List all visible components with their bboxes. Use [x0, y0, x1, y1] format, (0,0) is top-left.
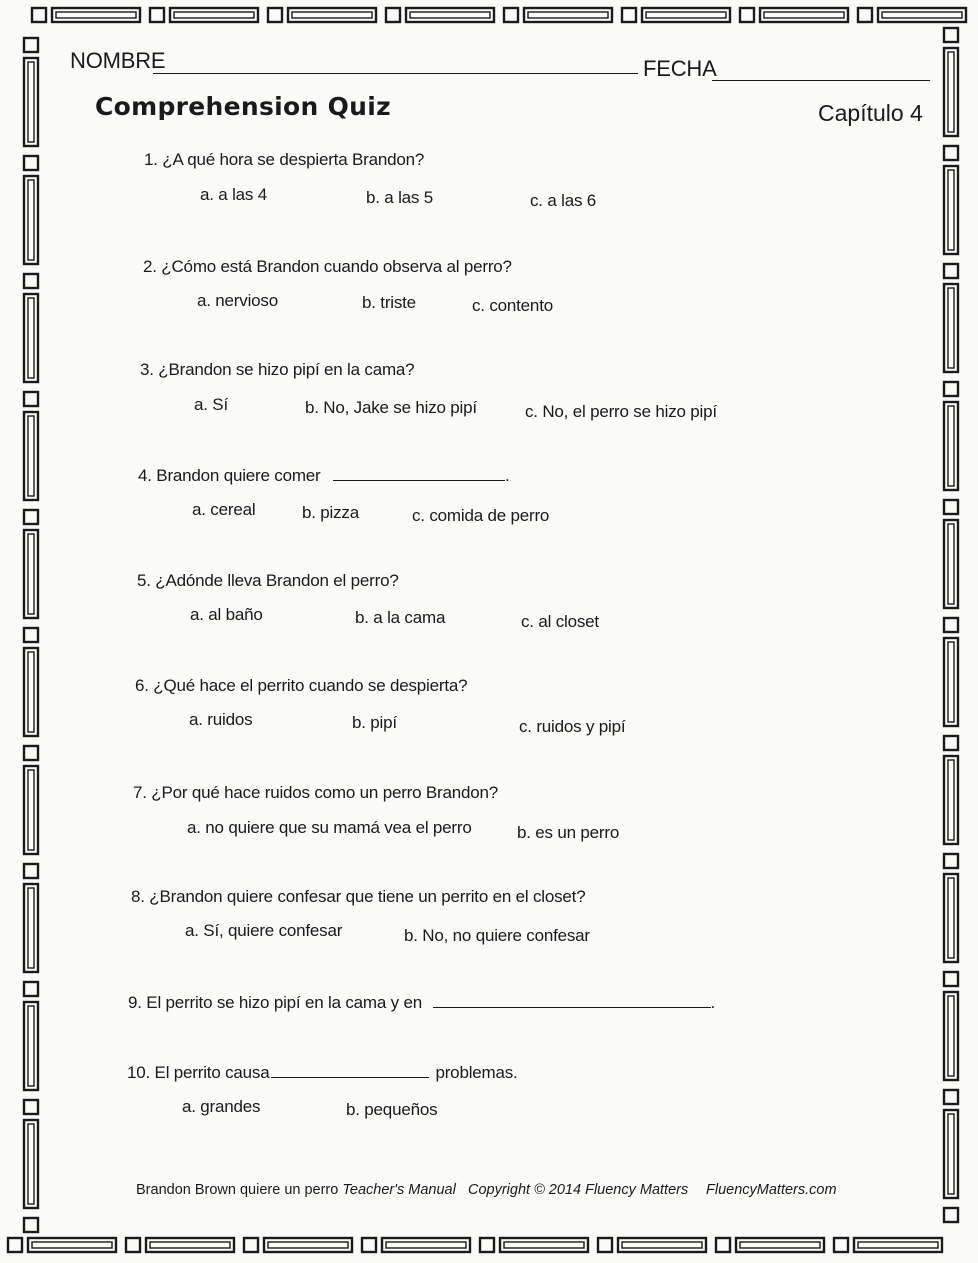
question-9-prompt: [128, 993, 715, 1013]
question-2-option-c: c. contento: [472, 296, 553, 315]
question-5-prompt: 5. ¿Adónde lleva Brandon el perro?: [137, 571, 399, 590]
question-5-option-a: a. al baño: [190, 605, 263, 624]
question-2-prompt: 2. ¿Cómo está Brandon cuando observa al perro?: [143, 257, 512, 276]
question-10-prompt-end: problemas.: [435, 1063, 518, 1082]
question-4-prompt-end: .: [505, 466, 510, 485]
question-9-prompt-end: .: [710, 993, 716, 1012]
question-7-option-a: a. no quiere que su mamá vea el perro: [187, 818, 472, 837]
question-1-option-a: a. a las 4: [200, 185, 267, 204]
question-2-option-b: b. triste: [362, 293, 416, 312]
fecha-label: FECHA: [643, 56, 717, 81]
question-7-option-b: b. es un perro: [517, 823, 620, 842]
page-title: Comprehension Quiz: [95, 92, 392, 121]
question-8-option-a: a. Sí, quiere confesar: [185, 921, 343, 940]
question-10-option-a: a. grandes: [182, 1097, 261, 1116]
question-10-prompt: [127, 1063, 518, 1083]
question-4-answer-blank: [333, 479, 505, 481]
question-6-prompt: 6. ¿Qué hace el perrito cuando se despierta?: [135, 676, 468, 695]
question-8-option-b: b. No, no quiere confesar: [404, 926, 590, 945]
footer-book: Brandon Brown quiere un perro: [136, 1182, 339, 1198]
question-10-prompt-text: 10. El perrito causa: [127, 1063, 270, 1082]
question-1-option-c: c. a las 6: [530, 191, 597, 210]
question-8-prompt: 8. ¿Brandon quiere confesar que tiene un perrito en el closet?: [131, 887, 586, 906]
fecha-blank-line: [712, 80, 930, 81]
question-5-option-c: c. al closet: [521, 612, 599, 631]
question-3-option-c: c. No, el perro se hizo pipí: [525, 402, 717, 421]
question-6-option-c: c. ruidos y pipí: [519, 717, 626, 736]
nombre-label: NOMBRE: [70, 48, 166, 73]
question-10-option-b: b. pequeños: [346, 1100, 438, 1119]
question-4-option-c: c. comida de perro: [412, 506, 550, 525]
question-10-answer-blank: [271, 1076, 429, 1078]
question-6-option-b: b. pipí: [352, 713, 397, 732]
footer-manual: Teacher's Manual: [342, 1182, 456, 1198]
question-1-prompt: 1. ¿A qué hora se despierta Brandon?: [144, 150, 425, 169]
footer-website: FluencyMatters.com: [706, 1182, 837, 1198]
question-9-answer-blank: [433, 1006, 711, 1008]
chapter-label: Capítulo 4: [818, 100, 923, 126]
question-3-option-b: b. No, Jake se hizo pipí: [305, 398, 477, 417]
question-1-option-b: b. a las 5: [366, 188, 433, 207]
question-4-prompt-text: 4. Brandon quiere comer: [138, 466, 321, 485]
question-4-option-a: a. cereal: [192, 500, 256, 519]
footer-book-title: [136, 1182, 456, 1198]
footer-copyright: Copyright © 2014 Fluency Matters: [468, 1182, 689, 1198]
nombre-blank-line: [153, 73, 638, 74]
question-7-prompt: 7. ¿Por qué hace ruidos como un perro Brandon?: [133, 783, 499, 802]
question-4-prompt: [138, 466, 510, 486]
question-9-prompt-text: 9. El perrito se hizo pipí en la cama y en: [128, 993, 422, 1012]
question-6-option-a: a. ruidos: [189, 710, 253, 729]
question-4-option-b: b. pizza: [302, 503, 359, 522]
question-3-option-a: a. Sí: [194, 395, 228, 414]
question-3-prompt: 3. ¿Brandon se hizo pipí en la cama?: [140, 360, 415, 379]
question-5-option-b: b. a la cama: [355, 608, 446, 627]
question-2-option-a: a. nervioso: [197, 291, 278, 310]
